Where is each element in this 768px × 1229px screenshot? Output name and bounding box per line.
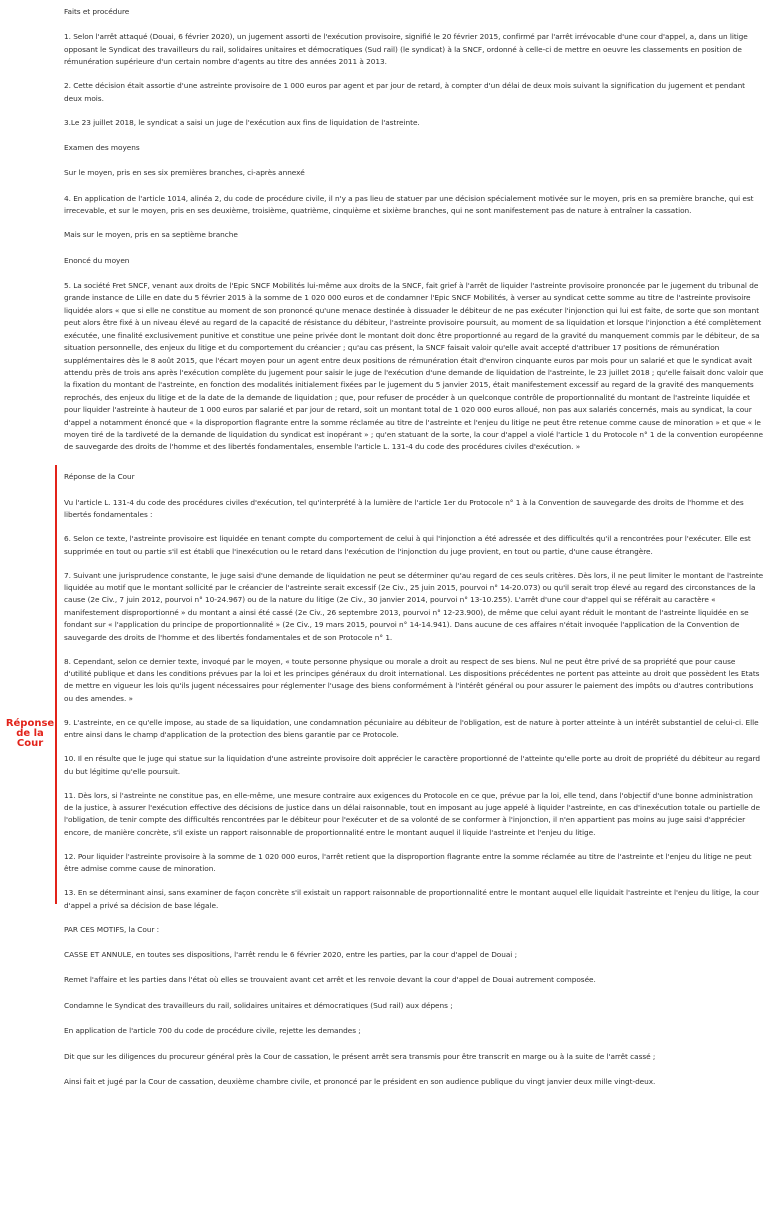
- paragraph-5: 5. La société Fret SNCF, venant aux droits de l'Epic SNCF Mobilités lui-même aux droits de la SNCF, fait grief à l'arrêt de liquider l'astreinte provisoire prononcée par le jugement du tribunal de grande instance de Lille en date du 5 février 2015 à la somme de 1 020 000 euros et de condamner l'Epic SNCF Mobilités, à verser au syndicat cette somme au titre de l'astreinte provisoire liquidée alors « que si elle ne constitue au moment de son prononcé qu'une menace destinée à dissuader le débiteur de ne pas exécuter l'injonction qui lui est faite, de sorte que son montant peut alors être fixé à un niveau élevé au regard de la capacité de résistance du débiteur, l'astreinte provisoire poursuit, au moment de sa liquidation et lorsque l'injonction a été complètement exécutée, une finalité exclusivement punitive et constitue une peine privée dont le montant doit donc être proportionné au regard de la gravité du manquement commis par le débiteur, de sa situation personnelle, des enjeux du litige et du comportement du créancier ; qu'au cas présent, la SNCF faisait valoir qu'elle avait accepté d'attribuer 17 positions de rémunération supplémentaires dès le 8 août 2015, que l'écart moyen pour un agent entre deux positions de rémunération était d'environ cinquante euros par mois pour un salarié et que le syndicat avait attendu près de trois ans après l'exécution complète du jugement pour saisir le juge de l'exécution d'une demande de liquidation de l'astreinte, le 23 juillet 2018 ; qu'elle faisait donc valoir que la fixation du montant de l'astreinte, en fonction des modalités initialement fixées par le jugement du 5 janvier 2015, était manifestement excessif au regard de la gravité des manquements reprochés, des enjeux du litige et de la date de la demande de liquidation ; que, pour refuser de procéder à un quelconque contrôle de proportionnalité du montant de l'astreinte liquidée et pour liquider l'astreinte à hauteur de 1 000 euros par salarié et par jour de retard, soit un montant total de 1 020 000 euros alloué, non pas aux salariés concernés, mais au syndicat, la cour d'appel a notamment énoncé que « la disproportion flagrante entre la somme réclamée au titre de l'astreinte et l'enjeu du litige ne peut être retenue comme cause de minoration » et que « le moyen tiré de la tardiveté de la demande de liquidation du syndicat est inopérant » ; qu'en statuant de la sorte, la cour d'appel a violé l'article 1 du Protocole n° 1 de la convention européenne de sauvegarde des droits de l'homme et des libertés fondamentales, ensemble l'article L. 131-4 du code des procédures civiles d'exécution. »: [64, 281, 764, 452]
- examen-subheading-1: Sur le moyen, pris en ses six premières branches, ci-après annexé: [64, 168, 305, 178]
- paragraph-8: 8. Cependant, selon ce dernier texte, invoqué par le moyen, « toute personne physique ou morale a droit au respect de ses biens. Nul ne peut être privé de sa propriété que pour cause d'utilité publique et dans les conditions prévues par la loi et les principes généraux du droit international. Les dispositions précédentes ne portent pas atteinte au droit que possèdent les Etats de mettre en vigueur les lois qu'ils jugent nécessaires pour réglementer l'usage des biens conformément à l'intérêt général ou pour assurer le paiement des impôts ou d'autres contributions ou des amendes. »: [64, 656, 760, 703]
- enonce-heading: Enoncé du moyen: [64, 255, 130, 265]
- paragraph-2: 2. Cette décision était assortie d'une astreinte provisoire de 1 000 euros par agent et par jour de retard, à compter d'un délai de deux mois suivant la signification du jugement et pendant deux mois.: [64, 81, 746, 103]
- paragraph-12: 12. Pour liquider l'astreinte provisoire à la somme de 1 020 000 euros, l'arrêt retient que la disproportion flagrante entre la somme réclamée au titre de l'astreinte et l'enjeu du litige ne peut être admise comme cause de minoration.: [64, 851, 752, 874]
- side-annotation-label: Réponse de la Cour: [5, 718, 55, 749]
- examen-subheading-2: Mais sur le moyen, pris en sa septième branche: [64, 230, 238, 240]
- paragraph-10: 10. Il en résulte que le juge qui statue sur la liquidation d'une astreinte provisoire doit apprécier le caractère proportionné de l'atteinte qu'elle porte au droit de propriété du débiteur au regard du but légitime qu'elle poursuit.: [64, 754, 760, 776]
- dispositif-item-2: Remet l'affaire et les parties dans l'état où elles se trouvaient avant cet arrêt et les renvoie devant la cour d'appel de Douai autrement composée.: [64, 975, 596, 985]
- court-response-highlight-bar: [55, 465, 57, 904]
- paragraph-7: 7. Suivant une jurisprudence constante, le juge saisi d'une demande de liquidation ne peut se déterminer qu'au regard de ces seuls critères. Dès lors, il ne peut limiter le montant de l'astreinte liquidée au motif que le montant sollicité par le créancier de l'astreinte serait excessif (2e Civ., 25 juin 2015, pourvoi n° 14-20.073) ou qu'il serait trop élevé au regard des circonstances de la cause (2e Civ., 7 juin 2012, pourvoi n° 10-24.967) ou de la nature du litige (2e Civ., 30 janvier 2014, pourvoi n° 13-10.255). L'arrêt d'une cour d'appel qui se référait au caractère « manifestement disproportionné » du montant a ainsi été cassé (2e Civ., 26 septembre 2013, pourvoi n° 12-23.900), de même que celui ayant réduit le montant de l'astreinte liquidée en se fondant sur « l'application du principe de proportionnalité » (2e Civ., 19 mars 2015, pourvoi n° 14-14.941). Dans aucune de ces affaires n'était invoquée l'application de la Convention de sauvegarde des droits de l'homme et des libertés fondamentales et de son Protocole n° 1.: [64, 570, 764, 642]
- court-response-section: [64, 465, 764, 912]
- examen-heading: Examen des moyens: [64, 143, 140, 153]
- paragraph-6: 6. Selon ce texte, l'astreinte provisoire est liquidée en tenant compte du comportement de celui à qui l'injonction a été adressée et des difficultés qu'il a rencontrées pour l'exécuter. Elle est supprimée en tout ou partie s'il est établi que l'inexécution ou le retard dans l'exécution de l'injonction du juge provient, en tout ou partie, d'une cause étrangère.: [64, 534, 751, 556]
- paragraph-4: 4. En application de l'article 1014, alinéa 2, du code de procédure civile, il n'y a pas lieu de statuer par une décision spécialement motivée sur le moyen, pris en sa première branche, qui est irrecevable, et sur le moyen, pris en ses deuxième, troisième, quatrième, cinquième et sixième branches, qui ne sont manifestement pas de nature à entraîner la cassation.: [64, 193, 754, 216]
- visa-paragraph: Vu l'article L. 131-4 du code des procédures civiles d'exécution, tel qu'interprété à la lumière de l'article 1er du Protocole n° 1 à la Convention de sauvegarde des droits de l'homme et des libertés fondamentales :: [64, 497, 744, 520]
- court-decision-document: [64, 6, 764, 1102]
- paragraph-9: 9. L'astreinte, en ce qu'elle impose, au stade de sa liquidation, une condamnation pécuniaire au débiteur de l'obligation, est de nature à porter atteinte à un intérêt substantiel de celui-ci. Elle entre ainsi dans le champ d'application de la protection des biens garantie par ce Protocole.: [64, 717, 759, 740]
- paragraph-3: 3.Le 23 juillet 2018, le syndicat a saisi un juge de l'exécution aux fins de liquidation de l'astreinte.: [64, 117, 420, 127]
- paragraph-11: 11. Dès lors, si l'astreinte ne constitue pas, en elle-même, une mesure contraire aux exigences du Protocole en ce que, prévue par la loi, elle tend, dans l'objectif d'une bonne administration de la justice, à assurer l'exécution effective des décisions de justice dans un délai raisonnable, tout en imposant au juge appelé à liquider l'astreinte, en cas d'inexécution totale ou partielle de l'obligation, de tenir compte des difficultés rencontrées par le débiteur pour l'exécuter et de sa volonté de se conformer à l'injonction, il n'en appartient pas moins au juge saisi d'apprécier encore, de manière concrète, s'il existe un rapport raisonnable de proportionnalité entre le montant auquel il liquide l'astreinte et l'enjeu du litige.: [64, 790, 760, 837]
- dispositif-heading: PAR CES MOTIFS, la Cour :: [64, 924, 160, 934]
- reponse-heading: Réponse de la Cour: [64, 472, 135, 482]
- dispositif-item-5: Dit que sur les diligences du procureur général près la Cour de cassation, le présent arrêt sera transmis pour être transcrit en marge ou à la suite de l'arrêt cassé ;: [64, 1051, 656, 1061]
- dispositif-item-3: Condamne le Syndicat des travailleurs du rail, solidaires unitaires et démocratiques (Sud rail) aux dépens ;: [64, 1000, 453, 1010]
- dispositif-item-1: CASSE ET ANNULE, en toutes ses dispositions, l'arrêt rendu le 6 février 2020, entre les parties, par la cour d'appel de Douai ;: [64, 950, 517, 960]
- dispositif-item-4: En application de l'article 700 du code de procédure civile, rejette les demandes ;: [64, 1026, 361, 1036]
- facts-heading: Faits et procédure: [64, 7, 130, 16]
- paragraph-13: 13. En se déterminant ainsi, sans examiner de façon concrète s'il existait un rapport raisonnable de proportionnalité entre le montant auquel elle liquidait l'astreinte et l'enjeu du litige, la cour d'appel a privé sa décision de base légale.: [64, 888, 760, 910]
- paragraph-1: 1. Selon l'arrêt attaqué (Douai, 6 février 2020), un jugement assorti de l'exécution provisoire, signifié le 20 février 2015, confirmé par l'arrêt irrévocable d'une cour d'appel, a, dans un litige opposant le Syndicat des travailleurs du rail, solidaires unitaires et démocratiques (Sud rail) (le syndicat) à la SNCF, ordonné à celle-ci de mettre en oeuvre les classements en position de rémunération supérieure d'un certain nombre d'agents au titre des années 2011 à 2013.: [64, 32, 748, 67]
- dispositif-item-6: Ainsi fait et jugé par la Cour de cassation, deuxième chambre civile, et prononcé par le président en son audience publique du vingt janvier deux mille vingt-deux.: [64, 1077, 656, 1087]
